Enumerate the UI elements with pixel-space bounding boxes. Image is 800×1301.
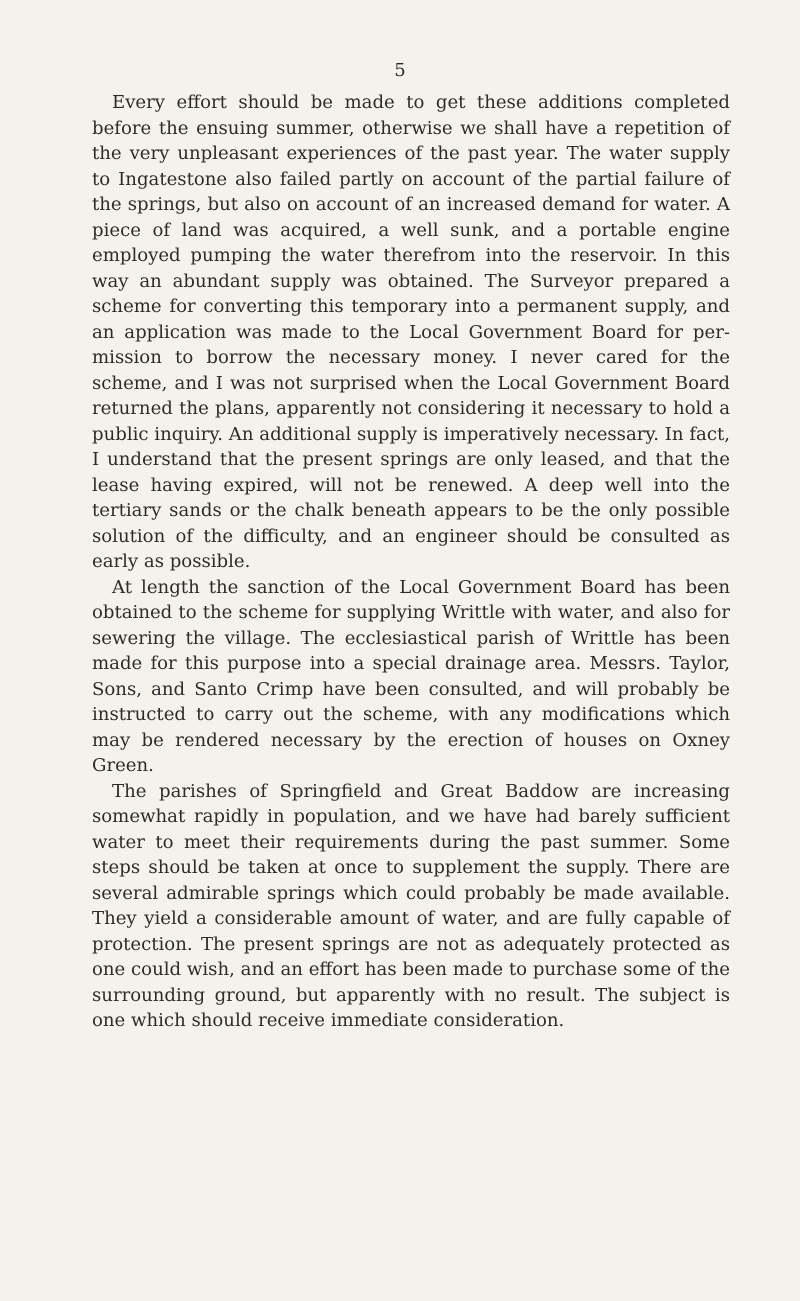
paragraph-springfield-baddow: The parishes of Springfield and Great Baddow are increasing somewhat rapidly in population, and we have had barely sufficient water to meet their requirements during the past summer. Some steps should be taken at once to supplement the supply. There are several admirable springs which could probably be made available. They yield a considerable amount of water, and are fully capable of protection. The present springs are not as adequately protected as one could wish, and an effort has been made to purchase some of the surrounding ground, but apparently with no result. The subject is one which should receive immediate consideration.: [92, 780, 730, 1031]
page-number: 5: [394, 60, 406, 81]
paragraph-water-supply-ingatestone: Every effort should be made to get these additions completed before the ensuing summer, otherwise we shall have a repetition of the very unpleasant experiences of the past year. The water supply to Ingatestone also failed partly on account of the partial failure of the springs, but also on account of an increased demand for water. A piece of land was acquired, a well sunk, and a portable engine employed pumping the water therefrom into the reservoir. In this way an abundant supply was obtained. The Surveyor prepared a scheme for converting this temporary into a permanent supply, and an application was made to the Local Government Board for permission to borrow the necessary money. I never cared for the scheme, and I was not surprised when the Local Government Board returned the plans, apparently not considering it necessary to hold a public inquiry. An additional supply is imperatively necessary. In fact, I understand that the present springs are only leased, and that the lease having expired, will not be renewed. A deep well into the tertiary sands or the chalk beneath appears to be the only possible solution of the difficulty, and an engineer should be consulted as early as possible.: [92, 92, 730, 572]
paragraph-writtle-scheme: At length the sanction of the Local Government Board has been obtained to the scheme for supplying Writtle with water, and also for sewering the village. The ecclesiastical parish of Writtle has been made for this purpose into a special drainage area. Messrs. Taylor, Sons, and Santo Crimp have been consulted, and will probably be instructed to carry out the scheme, with any modifications which may be rendered necessary by the erection of houses on Oxney Green.: [92, 576, 730, 776]
body-text: [92, 90, 730, 1034]
